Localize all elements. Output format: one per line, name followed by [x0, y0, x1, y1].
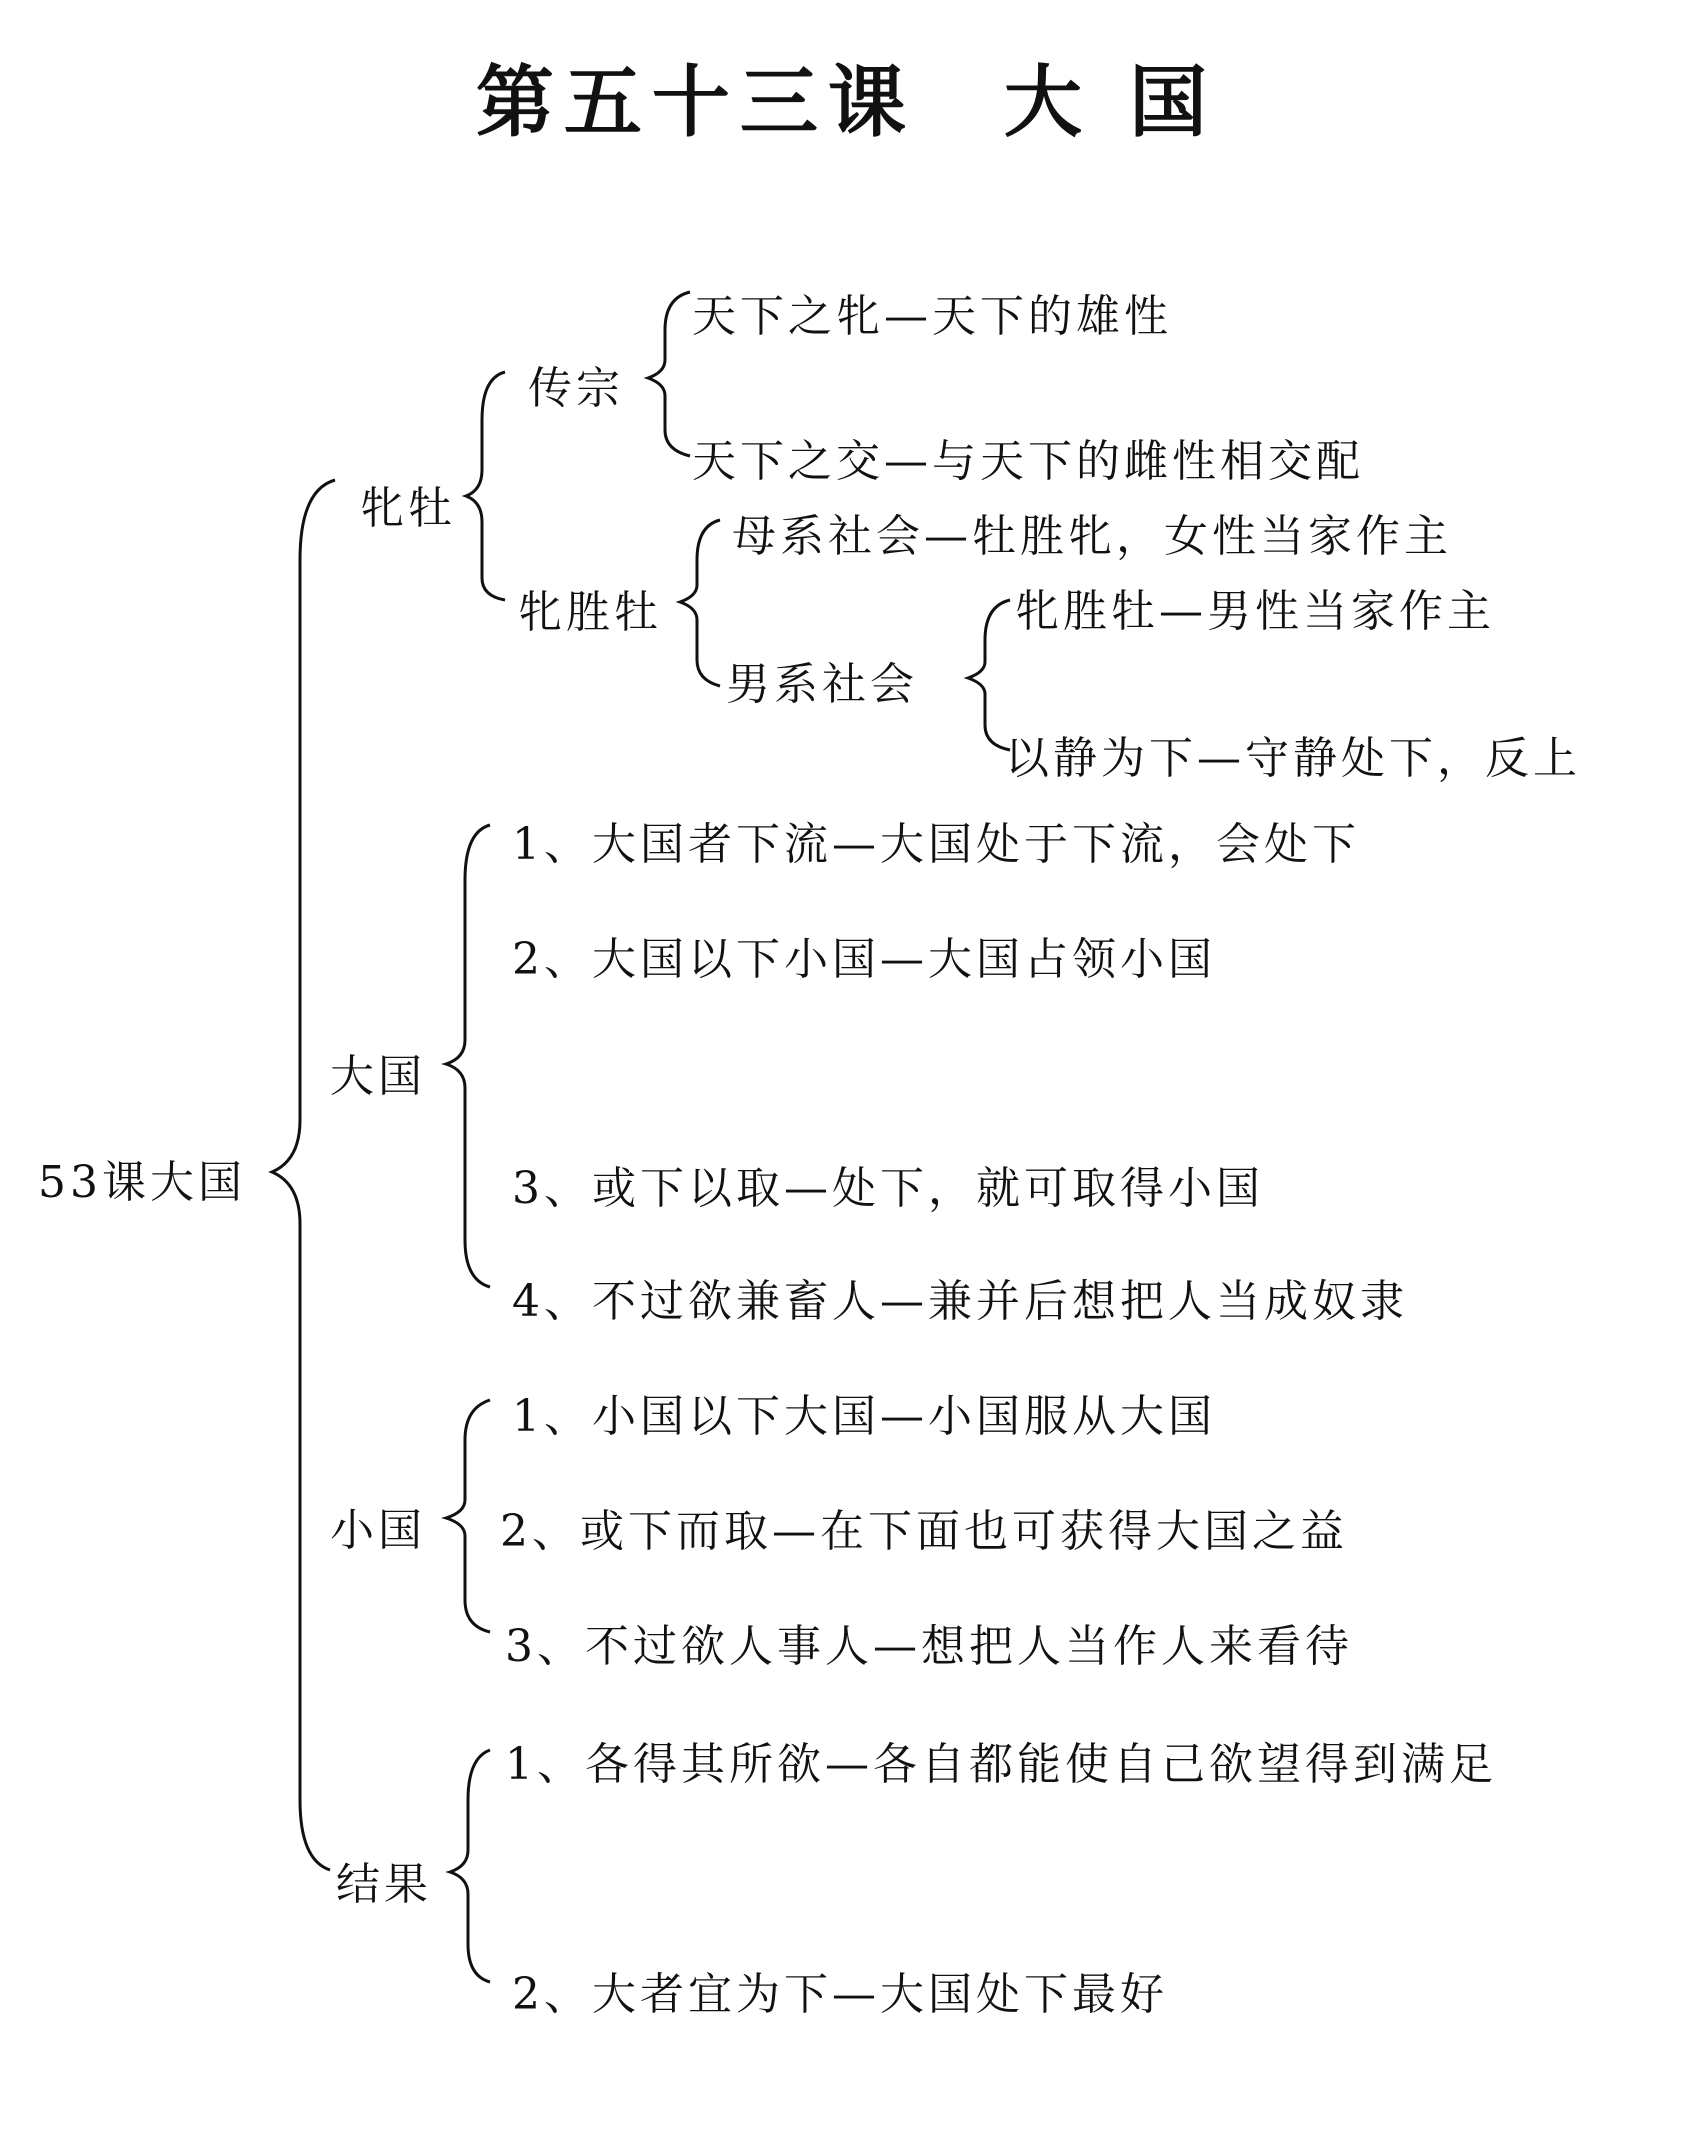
nanxi-bracket [968, 600, 1010, 750]
xiaoguo-item-2: 2、或下而取—在下面也可获得大国之益 [500, 1506, 1348, 1557]
muxi-item: 母系社会—牡胜牝，女性当家作主 [732, 511, 1452, 562]
root-bracket [272, 480, 335, 1870]
daguo-node: 大国 [330, 1051, 426, 1102]
jieguo-node: 结果 [336, 1859, 432, 1910]
daguo-bracket [446, 825, 490, 1287]
jieguo-item-1: 1、各得其所欲—各自都能使自己欲望得到满足 [505, 1739, 1497, 1790]
xiaoguo-node: 小国 [330, 1505, 426, 1556]
nanxi-item-1: 牝胜牡—男性当家作主 [1015, 586, 1495, 637]
pinshengmu-bracket [680, 520, 720, 686]
pinmu-node: 牝牡 [360, 483, 456, 534]
nanxi-item-2: 以静为下—守静处下，反上 [1005, 733, 1581, 784]
jieguo-item-2: 2、大者宜为下—大国处下最好 [512, 1969, 1168, 2020]
chuanzong-node: 传宗 [528, 363, 624, 414]
nanxi-node: 男系社会 [726, 659, 918, 710]
root-node: 53课大国 [38, 1157, 246, 1208]
xiaoguo-item-3: 3、不过欲人事人—想把人当作人来看待 [505, 1621, 1353, 1672]
chuanzong-item-1: 天下之牝—天下的雄性 [692, 291, 1172, 342]
pinmu-bracket [466, 372, 505, 600]
xiaoguo-bracket [446, 1400, 490, 1632]
chuanzong-bracket [648, 292, 690, 456]
daguo-item-2: 2、大国以下小国—大国占领小国 [512, 934, 1216, 985]
pinshengmu-node: 牝胜牡 [518, 587, 662, 638]
chuanzong-item-2: 天下之交—与天下的雌性相交配 [692, 436, 1364, 487]
daguo-item-4: 4、不过欲兼畜人—兼并后想把人当成奴隶 [512, 1276, 1408, 1327]
daguo-item-3: 3、或下以取—处下，就可取得小国 [512, 1163, 1264, 1214]
jieguo-bracket [450, 1750, 490, 1982]
daguo-item-1: 1、大国者下流—大国处于下流，会处下 [512, 819, 1360, 870]
page-title: 第五十三课 大 国 [475, 57, 1218, 148]
xiaoguo-item-1: 1、小国以下大国—小国服从大国 [512, 1391, 1216, 1442]
